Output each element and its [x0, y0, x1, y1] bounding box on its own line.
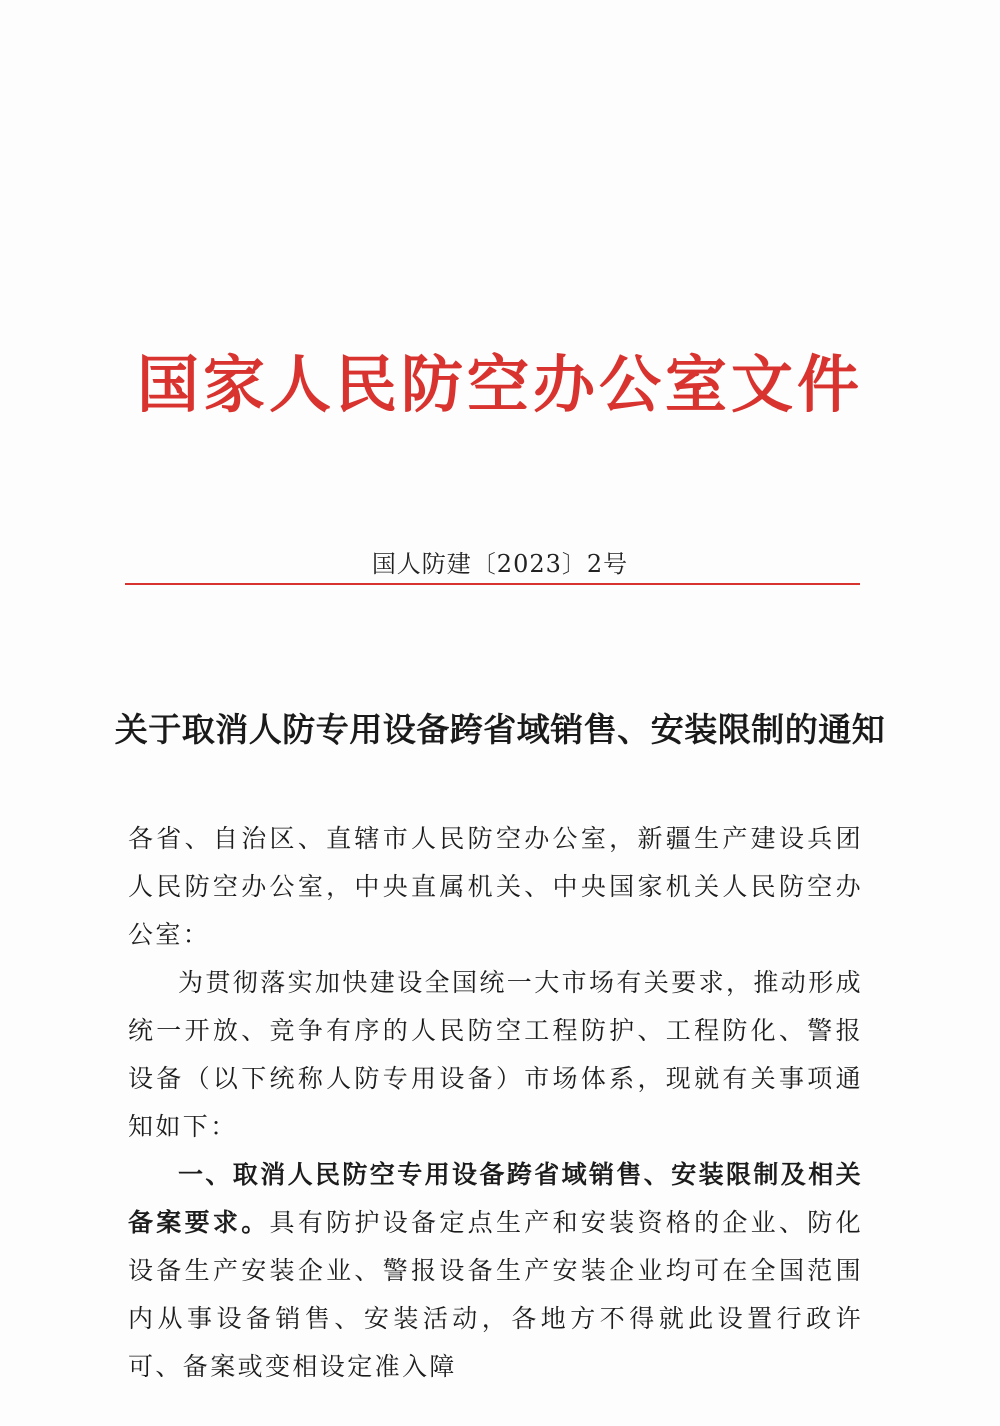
addressee-paragraph: 各省、自治区、直辖市人民防空办公室，新疆生产建设兵团人民防空办公室，中央直属机关、中央国家机关人民防空办公室：	[128, 824, 863, 949]
red-separator-line	[125, 583, 860, 585]
section-one-paragraph	[128, 1151, 863, 1391]
document-title: 关于取消人防专用设备跨省域销售、安装限制的通知	[114, 710, 886, 749]
section-one-heading: 一、取消人民防空专用设备跨省域销售、安装限制及相关备案要求。	[128, 1160, 864, 1237]
intro-paragraph: 为贯彻落实加快建设全国统一大市场有关要求，推动形成统一开放、竞争有序的人民防空工程防护、工程防化、警报设备（以下统称人防专用设备）市场体系，现就有关事项通知如下：	[128, 968, 864, 1141]
document-number: 国人防建〔2023〕2号	[371, 550, 629, 578]
section-one-text: 具有防护设备定点生产和安装资格的企业、防化设备生产安装企业、警报设备生产安装企业均可在全国范围内从事设备销售、安装活动，各地方不得就此设置行政许可、备案或变相设定准入障	[128, 1208, 863, 1381]
document-body	[128, 815, 863, 1391]
document-masthead: 国家人民防空办公室文件	[136, 348, 863, 421]
